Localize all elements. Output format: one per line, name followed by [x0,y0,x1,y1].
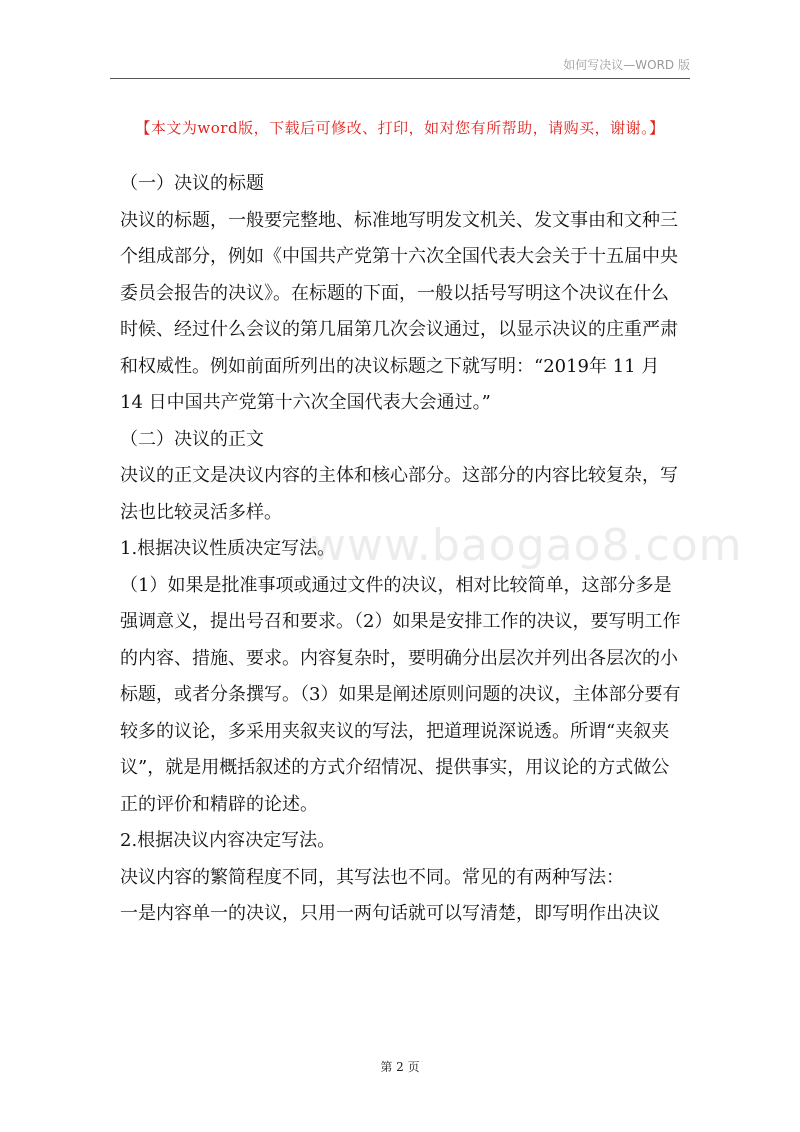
subheading-by-nature: 1.根据决议性质决定写法。 [120,538,336,559]
paragraph-by-content: 决议内容的繁简程度不同，其写法也不同。常见的有两种写法： [120,866,624,888]
header-title: 如何写决议—WORD 版 [563,58,690,72]
page-header [110,52,690,79]
subheading-by-content: 2.根据决议内容决定写法。 [120,830,336,851]
section-heading-title: （一）决议的标题 [120,173,264,194]
section-heading-body: （二）决议的正文 [120,428,264,450]
download-notice: 【本文为word版，下载后可修改、打印，如对您有所帮助，请购买，谢谢。】 [135,119,665,137]
paragraph-body-intro: 决议的正文是决议内容的主体和核心部分。这部分的内容比较复杂，写法也比较灵活多样。 [120,465,678,523]
paragraph-by-nature: （1）如果是批准事项或通过文件的决议，相对比较简单，这部分多是强调意义，提出号召和要求。（2）如果是安排工作的决议，要写明工作的内容、措施、要求。内容复杂时，要明确分出层次并列出各层次的小标题，或者分条撰写。（3）如果是阐述原则问题的决议，主体部分要有较多的议论，多采用夹叙夹议的写法，把道理说深说透。所谓“夹叙夹议”，就是用概括叙述的方式介绍情况、提供事实，用议论的方式做公正的评价和精辟的论述。 [120,574,681,815]
watermark: www.baogao8.com [310,520,743,571]
page-number: 第 2 页 [380,1060,420,1074]
paragraph-title-description: 决议的标题，一般要完整地、标准地写明发文机关、发文事由和文种三个组成部分，例如《中国共产党第十六次全国代表大会关于十五届中央委员会报告的决议》。在标题的下面，一般以括号写明这个决议在什么时候、经过什么会议的第几届第几次会议通过，以显示决议的庄重严肃和权威性。例如前面所列出的决议标题之下就写明：“2019年 11 月 14 日中国共产党第十六次全国代表大会通过。” [120,209,678,413]
paragraph-single-content: 一是内容单一的决议，只用一两句话就可以写清楚，即写明作出决议 [120,903,660,924]
document-body [120,166,686,933]
